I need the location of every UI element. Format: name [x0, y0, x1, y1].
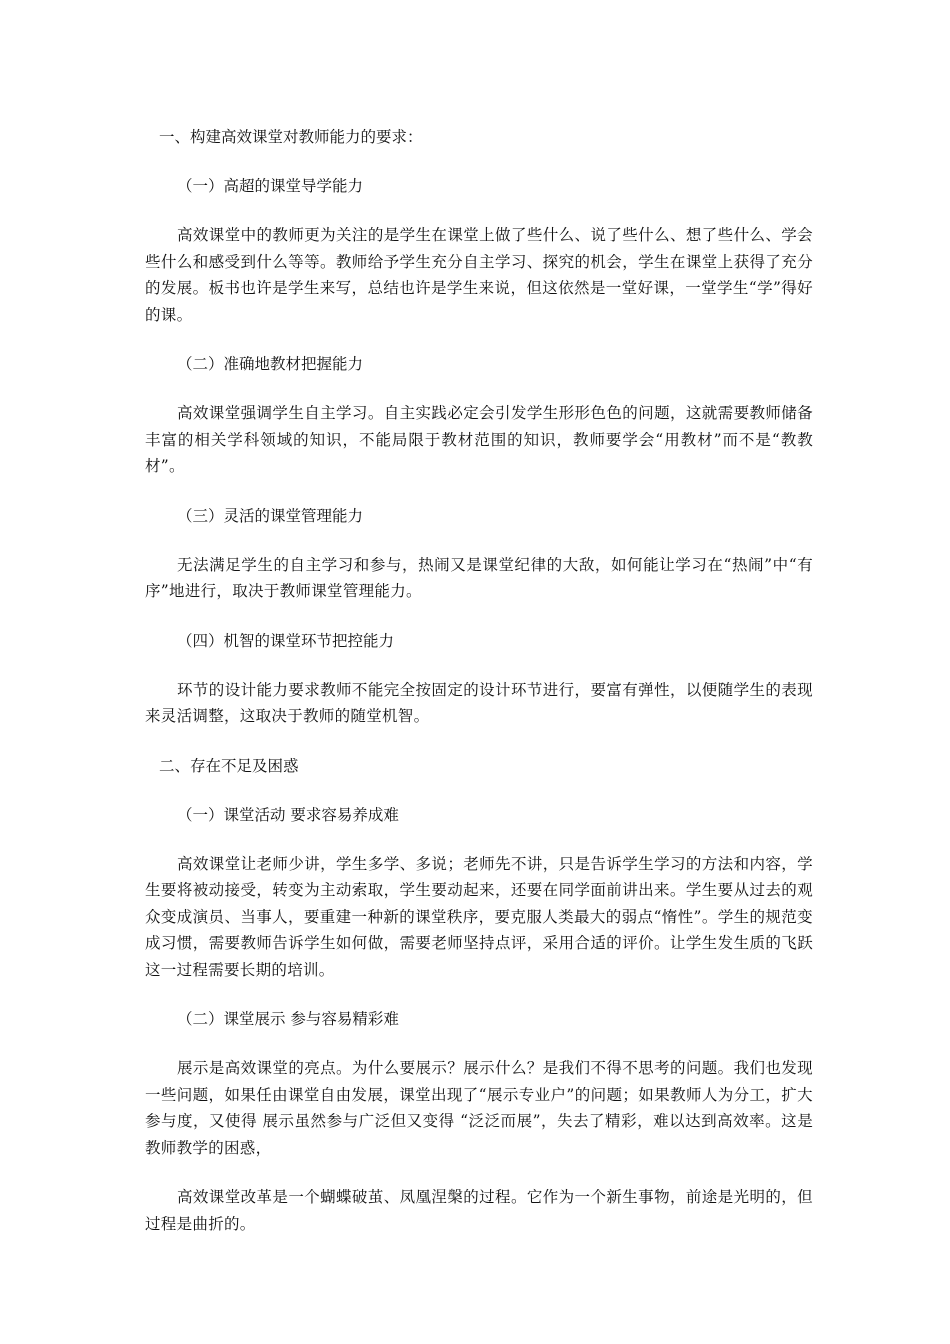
- subsection-heading: （一）高超的课堂导学能力: [177, 177, 364, 195]
- paragraph: 无法满足学生的自主学习和参与，热闹又是课堂纪律的大敌，如何能让学习在“热闹”中“有序”地进行，取决于教师课堂管理能力。: [145, 555, 813, 600]
- section-heading-1: 一、构建高效课堂对教师能力的要求：: [159, 128, 423, 146]
- paragraph: 环节的设计能力要求教师不能完全按固定的设计环节进行，要富有弹性，以便随学生的表现来灵活调整，这取决于教师的随堂机智。: [145, 680, 813, 725]
- paragraph: 高效课堂让老师少讲，学生多学、多说；老师先不讲，只是告诉学生学习的方法和内容，学生要将被动接受，转变为主动索取，学生要动起来，还要在同学面前讲出来。学生要从过去的观众变成演员、当事人，要重建一种新的课堂秩序，要克服人类最大的弱点“惰性”。学生的规范变成习惯，需要教师告诉学生如何做，需要老师坚持点评，采用合适的评价。让学生发生质的飞跃这一过程需要长期的培训。: [145, 854, 813, 979]
- subsection-heading: （三）灵活的课堂管理能力: [177, 506, 364, 525]
- closing-paragraph: 高效课堂改革是一个蝴蝶破茧、凤凰涅槃的过程。它作为一个新生事物，前途是光明的，但过程是曲折的。: [145, 1188, 813, 1233]
- subsection-heading: （二）准确地教材把握能力: [177, 355, 364, 373]
- subsection-heading: （二）课堂展示 参与容易精彩难: [177, 1010, 399, 1028]
- document-body: [145, 124, 813, 1260]
- subsection-heading: （四）机智的课堂环节把控能力: [177, 631, 395, 650]
- paragraph: 高效课堂强调学生自主学习。自主实践必定会引发学生形形色色的问题，这就需要教师储备丰富的相关学科领域的知识，不能局限于教材范围的知识，教师要学会“用教材”而不是“教教材”。: [145, 404, 813, 475]
- paragraph: 展示是高效课堂的亮点。为什么要展示？展示什么？是我们不得不思考的问题。我们也发现一些问题，如果任由课堂自由发展，课堂出现了“展示专业户”的问题；如果教师人为分工，扩大参与度，又使得 展示虽然参与广泛但又变得 “泛泛而展”，失去了精彩，难以达到高效率。这是教师教学的困惑，: [145, 1059, 813, 1157]
- section-heading-2: 二、存在不足及困惑: [159, 756, 299, 775]
- paragraph: 高效课堂中的教师更为关注的是学生在课堂上做了些什么、说了些什么、想了些什么、学会些什么和感受到什么等等。教师给予学生充分自主学习、探究的机会，学生在课堂上获得了充分的发展。板书也许是学生来写，总结也许是学生来说，但这依然是一堂好课，一堂学生“学”得好的课。: [145, 226, 813, 324]
- subsection-heading: （一）课堂活动 要求容易养成难: [177, 805, 399, 824]
